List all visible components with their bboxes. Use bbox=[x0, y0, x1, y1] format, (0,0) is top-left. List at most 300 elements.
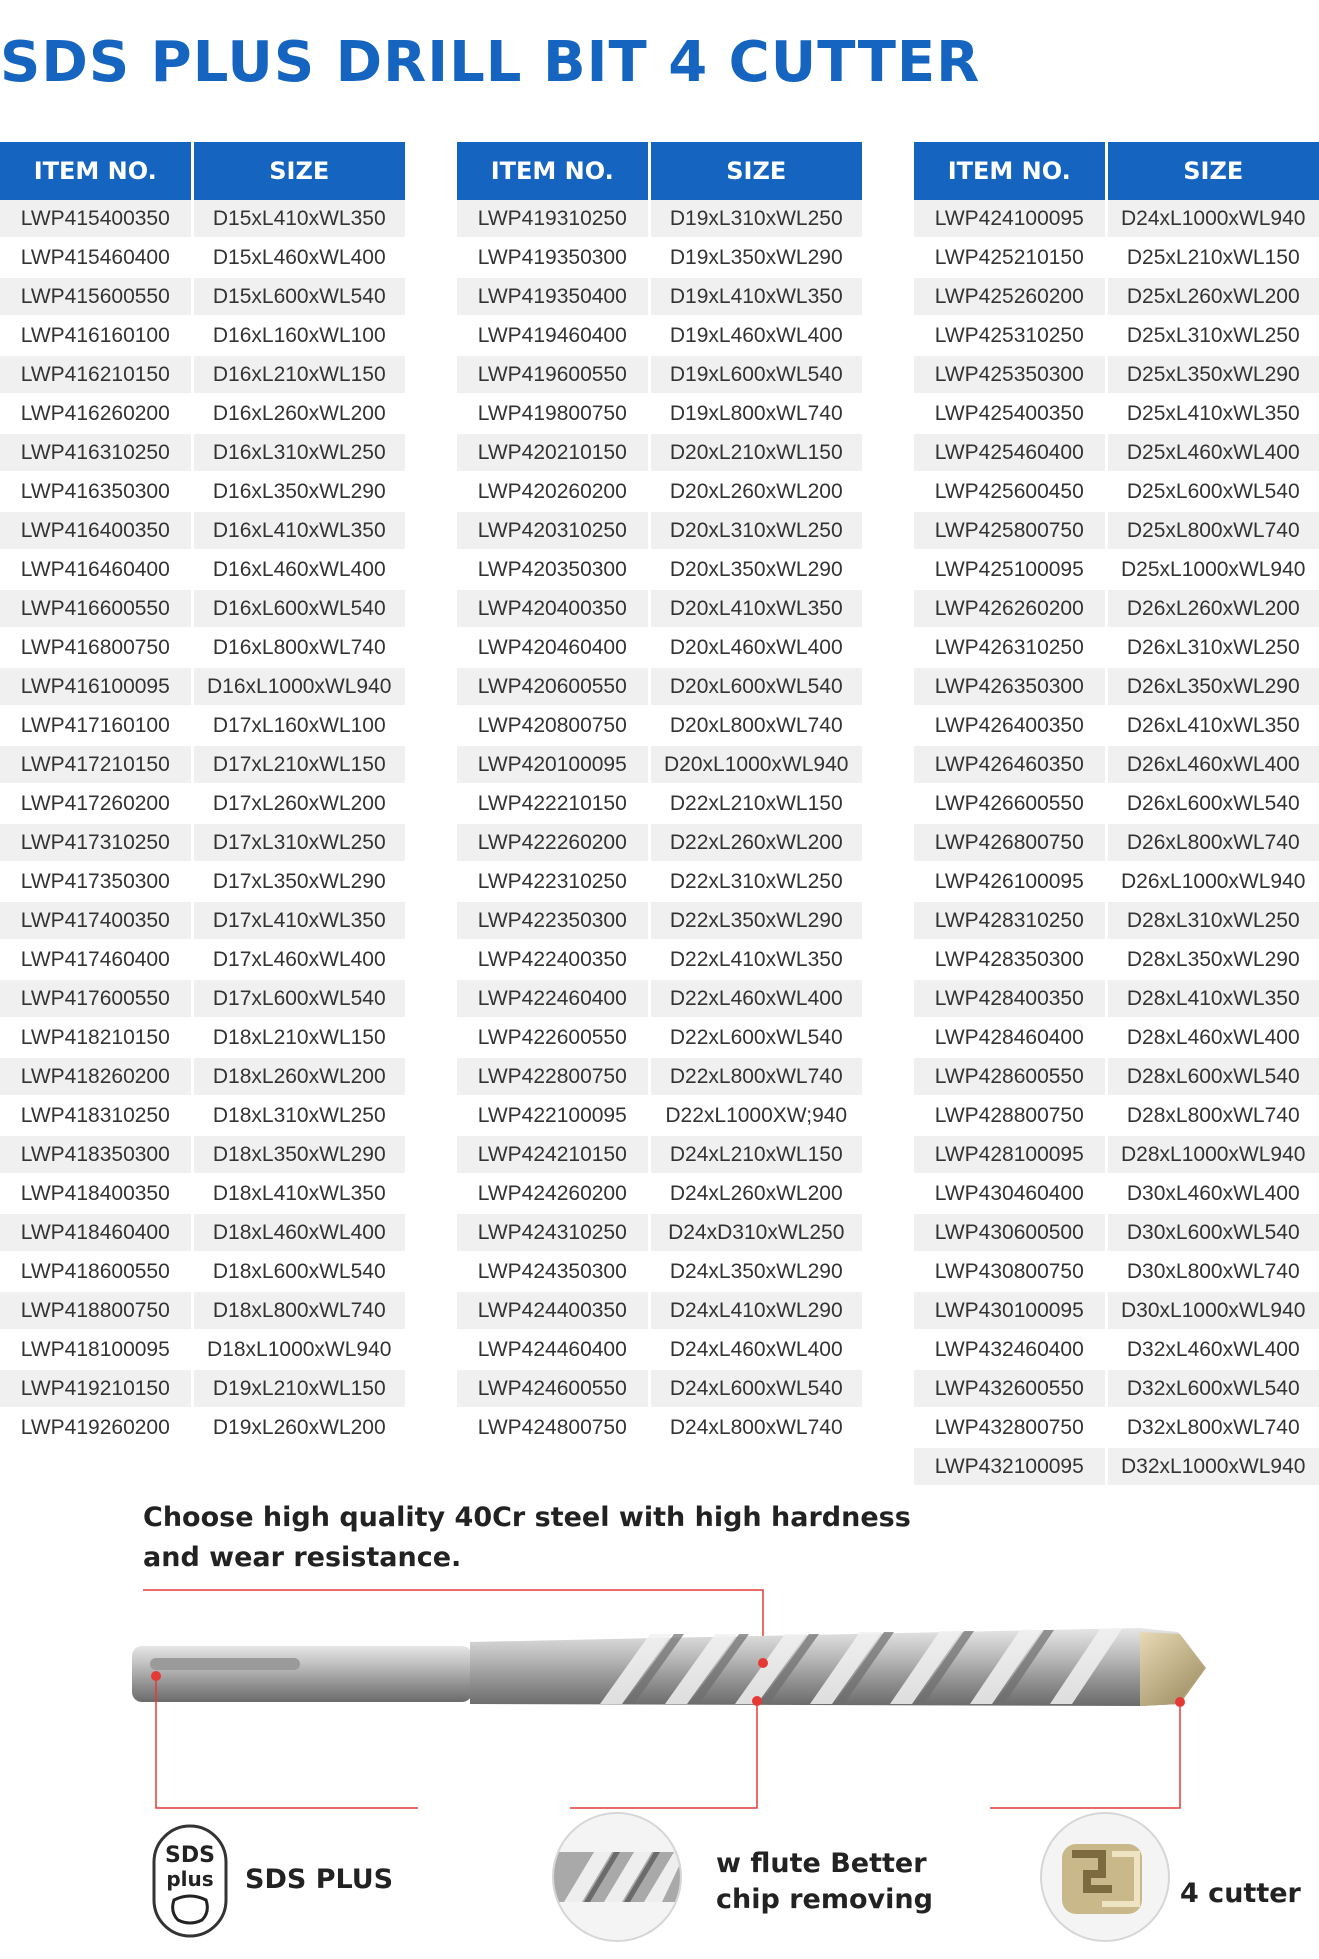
table-row bbox=[0, 979, 405, 1018]
item-no-header: ITEM NO. bbox=[0, 142, 192, 200]
item-no-cell: LWP417600550 bbox=[0, 979, 192, 1018]
size-cell: D17xL460xWL400 bbox=[192, 940, 405, 979]
item-no-cell: LWP422460400 bbox=[457, 979, 649, 1018]
size-cell: D16xL160xWL100 bbox=[192, 316, 405, 355]
item-no-cell: LWP417210150 bbox=[0, 745, 192, 784]
size-cell: D25xL210xWL150 bbox=[1106, 238, 1319, 277]
item-no-cell: LWP417400350 bbox=[0, 901, 192, 940]
table-row bbox=[914, 511, 1319, 550]
item-no-cell: LWP416210150 bbox=[0, 355, 192, 394]
item-no-cell: LWP425210150 bbox=[914, 238, 1106, 277]
spec-table-3 bbox=[914, 142, 1319, 1487]
sds-logo-text-1: SDS bbox=[165, 1843, 215, 1868]
item-no-cell: LWP415460400 bbox=[0, 238, 192, 277]
item-no-cell: LWP416100095 bbox=[0, 667, 192, 706]
size-cell: D25xL410xWL350 bbox=[1106, 394, 1319, 433]
item-no-cell: LWP426100095 bbox=[914, 862, 1106, 901]
size-cell: D17xL260xWL200 bbox=[192, 784, 405, 823]
size-cell: D32xL800xWL740 bbox=[1106, 1408, 1319, 1447]
table-row bbox=[0, 745, 405, 784]
material-description bbox=[143, 1498, 911, 1578]
table-row bbox=[457, 316, 862, 355]
table-row bbox=[0, 1135, 405, 1174]
table-row bbox=[0, 667, 405, 706]
item-no-cell: LWP426400350 bbox=[914, 706, 1106, 745]
table-row bbox=[0, 316, 405, 355]
item-no-cell: LWP417460400 bbox=[0, 940, 192, 979]
carbide-tip bbox=[1140, 1632, 1206, 1706]
item-no-cell: LWP428400350 bbox=[914, 979, 1106, 1018]
item-no-cell: LWP425600450 bbox=[914, 472, 1106, 511]
size-cell: D25xL460xWL400 bbox=[1106, 433, 1319, 472]
item-no-cell: LWP416600550 bbox=[0, 589, 192, 628]
table-row bbox=[0, 1096, 405, 1135]
four-cutter-label: 4 cutter bbox=[1180, 1878, 1301, 1909]
table-row bbox=[914, 433, 1319, 472]
table-row bbox=[914, 979, 1319, 1018]
item-no-cell: LWP416160100 bbox=[0, 316, 192, 355]
item-no-cell: LWP422350300 bbox=[457, 901, 649, 940]
four-cutter-icon bbox=[1042, 1814, 1168, 1940]
item-no-cell: LWP419460400 bbox=[457, 316, 649, 355]
size-cell: D19xL600xWL540 bbox=[649, 355, 862, 394]
item-no-cell: LWP424400350 bbox=[457, 1291, 649, 1330]
table-row bbox=[914, 1369, 1319, 1408]
sds-plus-label: SDS PLUS bbox=[245, 1864, 394, 1895]
item-no-cell: LWP422310250 bbox=[457, 862, 649, 901]
item-no-cell: LWP432460400 bbox=[914, 1330, 1106, 1369]
size-cell: D28xL600xWL540 bbox=[1106, 1057, 1319, 1096]
size-cell: D32xL460xWL400 bbox=[1106, 1330, 1319, 1369]
size-cell: D19xL800xWL740 bbox=[649, 394, 862, 433]
table-row bbox=[457, 1018, 862, 1057]
size-cell: D28xL350xWL290 bbox=[1106, 940, 1319, 979]
table-row bbox=[0, 355, 405, 394]
size-cell: D22xL600xWL540 bbox=[649, 1018, 862, 1057]
item-no-cell: LWP430800750 bbox=[914, 1252, 1106, 1291]
size-cell: D19xL210xWL150 bbox=[192, 1369, 405, 1408]
size-cell: D26xL800xWL740 bbox=[1106, 823, 1319, 862]
item-no-cell: LWP428600550 bbox=[914, 1057, 1106, 1096]
size-cell: D20xL310xWL250 bbox=[649, 511, 862, 550]
table-row bbox=[914, 589, 1319, 628]
table-row bbox=[457, 901, 862, 940]
size-cell: D30xL1000xWL940 bbox=[1106, 1291, 1319, 1330]
size-cell: D20xL410xWL350 bbox=[649, 589, 862, 628]
size-cell: D30xL460xWL400 bbox=[1106, 1174, 1319, 1213]
item-no-cell: LWP424800750 bbox=[457, 1408, 649, 1447]
page-title: SDS PLUS DRILL BIT 4 CUTTER bbox=[0, 30, 981, 95]
table-row bbox=[457, 823, 862, 862]
size-cell: D24xL800xWL740 bbox=[649, 1408, 862, 1447]
size-cell: D22xL210xWL150 bbox=[649, 784, 862, 823]
table-row bbox=[457, 433, 862, 472]
table-row bbox=[0, 901, 405, 940]
table-row bbox=[914, 355, 1319, 394]
table-row bbox=[0, 1057, 405, 1096]
item-no-cell: LWP424100095 bbox=[914, 200, 1106, 238]
item-no-cell: LWP419350400 bbox=[457, 277, 649, 316]
size-cell: D30xL800xWL740 bbox=[1106, 1252, 1319, 1291]
table-row bbox=[914, 394, 1319, 433]
item-no-cell: LWP417310250 bbox=[0, 823, 192, 862]
table-row bbox=[914, 1096, 1319, 1135]
size-cell: D17xL310xWL250 bbox=[192, 823, 405, 862]
item-no-cell: LWP418100095 bbox=[0, 1330, 192, 1369]
item-no-cell: LWP420350300 bbox=[457, 550, 649, 589]
table-row bbox=[914, 1252, 1319, 1291]
table-row bbox=[457, 394, 862, 433]
table-row bbox=[914, 1447, 1319, 1486]
item-no-cell: LWP430100095 bbox=[914, 1291, 1106, 1330]
drill-shank bbox=[132, 1646, 472, 1702]
size-cell: D16xL350xWL290 bbox=[192, 472, 405, 511]
size-cell: D26xL260xWL200 bbox=[1106, 589, 1319, 628]
item-no-cell: LWP419800750 bbox=[457, 394, 649, 433]
item-no-cell: LWP424350300 bbox=[457, 1252, 649, 1291]
callout-line-flute bbox=[570, 1701, 757, 1808]
size-cell: D24xL350xWL290 bbox=[649, 1252, 862, 1291]
item-no-cell: LWP417260200 bbox=[0, 784, 192, 823]
size-cell: D26xL410xWL350 bbox=[1106, 706, 1319, 745]
table-row bbox=[914, 1135, 1319, 1174]
size-cell: D20xL800xWL740 bbox=[649, 706, 862, 745]
size-cell: D16xL600xWL540 bbox=[192, 589, 405, 628]
size-cell: D24xL210xWL150 bbox=[649, 1135, 862, 1174]
item-no-cell: LWP419260200 bbox=[0, 1408, 192, 1447]
size-cell: D22xL350xWL290 bbox=[649, 901, 862, 940]
description-line-2: and wear resistance. bbox=[143, 1542, 462, 1573]
item-no-cell: LWP432600550 bbox=[914, 1369, 1106, 1408]
size-cell: D18xL800xWL740 bbox=[192, 1291, 405, 1330]
table-row bbox=[0, 433, 405, 472]
size-cell: D15xL600xWL540 bbox=[192, 277, 405, 316]
size-cell: D15xL410xWL350 bbox=[192, 200, 405, 238]
item-no-cell: LWP415600550 bbox=[0, 277, 192, 316]
size-cell: D28xL310xWL250 bbox=[1106, 901, 1319, 940]
item-no-cell: LWP417160100 bbox=[0, 706, 192, 745]
size-cell: D20xL350xWL290 bbox=[649, 550, 862, 589]
table-row bbox=[0, 511, 405, 550]
item-no-cell: LWP420800750 bbox=[457, 706, 649, 745]
table-row bbox=[457, 1174, 862, 1213]
table-row bbox=[457, 589, 862, 628]
callout-line-cutter bbox=[990, 1702, 1180, 1808]
item-no-cell: LWP416310250 bbox=[0, 433, 192, 472]
size-cell: D22xL460xWL400 bbox=[649, 979, 862, 1018]
size-cell: D16xL410xWL350 bbox=[192, 511, 405, 550]
size-cell: D19xL260xWL200 bbox=[192, 1408, 405, 1447]
size-cell: D26xL1000xWL940 bbox=[1106, 862, 1319, 901]
table-row bbox=[457, 1096, 862, 1135]
item-no-cell: LWP425100095 bbox=[914, 550, 1106, 589]
size-cell: D22xL260xWL200 bbox=[649, 823, 862, 862]
size-cell: D18xL310xWL250 bbox=[192, 1096, 405, 1135]
table-row bbox=[457, 550, 862, 589]
item-no-cell: LWP416800750 bbox=[0, 628, 192, 667]
item-no-cell: LWP420400350 bbox=[457, 589, 649, 628]
size-cell: D22xL310xWL250 bbox=[649, 862, 862, 901]
item-no-cell: LWP432800750 bbox=[914, 1408, 1106, 1447]
item-no-cell: LWP426800750 bbox=[914, 823, 1106, 862]
item-no-cell: LWP418210150 bbox=[0, 1018, 192, 1057]
item-no-cell: LWP428460400 bbox=[914, 1018, 1106, 1057]
item-no-header: ITEM NO. bbox=[457, 142, 649, 200]
table-row bbox=[0, 200, 405, 238]
item-no-cell: LWP422400350 bbox=[457, 940, 649, 979]
item-no-cell: LWP428100095 bbox=[914, 1135, 1106, 1174]
item-no-cell: LWP430460400 bbox=[914, 1174, 1106, 1213]
table-row bbox=[0, 784, 405, 823]
item-no-cell: LWP420310250 bbox=[457, 511, 649, 550]
table-row bbox=[914, 316, 1319, 355]
item-no-cell: LWP422210150 bbox=[457, 784, 649, 823]
flute-label-line-2: chip removing bbox=[716, 1884, 933, 1915]
item-no-cell: LWP420260200 bbox=[457, 472, 649, 511]
size-cell: D24xL260xWL200 bbox=[649, 1174, 862, 1213]
table-row bbox=[914, 550, 1319, 589]
table-row bbox=[0, 628, 405, 667]
table-row bbox=[0, 862, 405, 901]
size-cell: D25xL800xWL740 bbox=[1106, 511, 1319, 550]
table-row bbox=[914, 1213, 1319, 1252]
size-cell: D32xL1000xWL940 bbox=[1106, 1447, 1319, 1486]
size-cell: D30xL600xWL540 bbox=[1106, 1213, 1319, 1252]
table-row bbox=[914, 862, 1319, 901]
table-row bbox=[457, 784, 862, 823]
table-row bbox=[0, 823, 405, 862]
size-cell: D20xL210xWL150 bbox=[649, 433, 862, 472]
table-row bbox=[457, 1408, 862, 1447]
item-no-cell: LWP416350300 bbox=[0, 472, 192, 511]
flute-label-line-1: w flute Better bbox=[716, 1848, 927, 1879]
size-cell: D26xL350xWL290 bbox=[1106, 667, 1319, 706]
table-row bbox=[457, 1291, 862, 1330]
item-no-cell: LWP426460350 bbox=[914, 745, 1106, 784]
size-cell: D25xL350xWL290 bbox=[1106, 355, 1319, 394]
table-row bbox=[914, 823, 1319, 862]
item-no-cell: LWP424460400 bbox=[457, 1330, 649, 1369]
size-cell: D28xL1000xWL940 bbox=[1106, 1135, 1319, 1174]
item-no-cell: LWP420210150 bbox=[457, 433, 649, 472]
table-row bbox=[0, 277, 405, 316]
table-row bbox=[457, 472, 862, 511]
item-no-cell: LWP420100095 bbox=[457, 745, 649, 784]
item-no-header: ITEM NO. bbox=[914, 142, 1106, 200]
size-cell: D22xL1000XW;940 bbox=[649, 1096, 862, 1135]
size-header: SIZE bbox=[1106, 142, 1319, 200]
item-no-cell: LWP418260200 bbox=[0, 1057, 192, 1096]
description-line-1: Choose high quality 40Cr steel with high hardness bbox=[143, 1502, 911, 1533]
size-cell: D18xL350xWL290 bbox=[192, 1135, 405, 1174]
size-cell: D26xL460xWL400 bbox=[1106, 745, 1319, 784]
table-row bbox=[0, 1018, 405, 1057]
size-cell: D18xL410xWL350 bbox=[192, 1174, 405, 1213]
size-cell: D28xL800xWL740 bbox=[1106, 1096, 1319, 1135]
size-cell: D32xL600xWL540 bbox=[1106, 1369, 1319, 1408]
table-row bbox=[457, 355, 862, 394]
table-row bbox=[0, 1408, 405, 1447]
item-no-cell: LWP418400350 bbox=[0, 1174, 192, 1213]
table-row bbox=[0, 1213, 405, 1252]
table-row bbox=[914, 1174, 1319, 1213]
size-cell: D15xL460xWL400 bbox=[192, 238, 405, 277]
item-no-cell: LWP426260200 bbox=[914, 589, 1106, 628]
size-header: SIZE bbox=[192, 142, 405, 200]
table-row bbox=[457, 667, 862, 706]
item-no-cell: LWP419310250 bbox=[457, 200, 649, 238]
item-no-cell: LWP426600550 bbox=[914, 784, 1106, 823]
table-row bbox=[0, 1252, 405, 1291]
size-cell: D16xL800xWL740 bbox=[192, 628, 405, 667]
table-row bbox=[457, 1135, 862, 1174]
size-cell: D20xL600xWL540 bbox=[649, 667, 862, 706]
spec-table-2 bbox=[457, 142, 862, 1448]
item-no-cell: LWP428350300 bbox=[914, 940, 1106, 979]
table-row bbox=[0, 589, 405, 628]
table-row bbox=[457, 1330, 862, 1369]
table-row bbox=[457, 979, 862, 1018]
size-cell: D17xL410xWL350 bbox=[192, 901, 405, 940]
table-row bbox=[0, 706, 405, 745]
table-row bbox=[457, 628, 862, 667]
size-cell: D24xL600xWL540 bbox=[649, 1369, 862, 1408]
flute-icon bbox=[554, 1814, 680, 1940]
flute-detail-image bbox=[552, 1812, 682, 1942]
size-cell: D18xL1000xWL940 bbox=[192, 1330, 405, 1369]
item-no-cell: LWP418310250 bbox=[0, 1096, 192, 1135]
size-cell: D16xL210xWL150 bbox=[192, 355, 405, 394]
spec-table-1 bbox=[0, 142, 405, 1448]
size-cell: D25xL310xWL250 bbox=[1106, 316, 1319, 355]
size-cell: D28xL460xWL400 bbox=[1106, 1018, 1319, 1057]
item-no-cell: LWP419600550 bbox=[457, 355, 649, 394]
size-cell: D26xL310xWL250 bbox=[1106, 628, 1319, 667]
flute-label bbox=[716, 1846, 933, 1918]
item-no-cell: LWP432100095 bbox=[914, 1447, 1106, 1486]
table-row bbox=[914, 745, 1319, 784]
item-no-cell: LWP424260200 bbox=[457, 1174, 649, 1213]
table-row bbox=[457, 706, 862, 745]
cutter-detail-image bbox=[1040, 1812, 1170, 1942]
item-no-cell: LWP425400350 bbox=[914, 394, 1106, 433]
table-row bbox=[457, 1252, 862, 1291]
size-cell: D18xL600xWL540 bbox=[192, 1252, 405, 1291]
sds-logo-text-2: plus bbox=[166, 1867, 214, 1891]
size-cell: D24xL1000xWL940 bbox=[1106, 200, 1319, 238]
size-cell: D17xL210xWL150 bbox=[192, 745, 405, 784]
size-cell: D26xL600xWL540 bbox=[1106, 784, 1319, 823]
table-row bbox=[457, 1369, 862, 1408]
item-no-cell: LWP430600500 bbox=[914, 1213, 1106, 1252]
size-cell: D19xL310xWL250 bbox=[649, 200, 862, 238]
table-row bbox=[457, 238, 862, 277]
item-no-cell: LWP424310250 bbox=[457, 1213, 649, 1252]
size-cell: D16xL460xWL400 bbox=[192, 550, 405, 589]
size-cell: D24xL410xWL290 bbox=[649, 1291, 862, 1330]
table-row bbox=[0, 1174, 405, 1213]
item-no-cell: LWP418350300 bbox=[0, 1135, 192, 1174]
item-no-cell: LWP419210150 bbox=[0, 1369, 192, 1408]
table-row bbox=[914, 277, 1319, 316]
item-no-cell: LWP418600550 bbox=[0, 1252, 192, 1291]
item-no-cell: LWP422260200 bbox=[457, 823, 649, 862]
table-row bbox=[457, 1213, 862, 1252]
item-no-cell: LWP420600550 bbox=[457, 667, 649, 706]
callout-dot bbox=[758, 1658, 768, 1668]
table-row bbox=[0, 1291, 405, 1330]
size-cell: D20xL260xWL200 bbox=[649, 472, 862, 511]
item-no-cell: LWP426350300 bbox=[914, 667, 1106, 706]
size-cell: D25xL1000xWL940 bbox=[1106, 550, 1319, 589]
size-cell: D18xL210xWL150 bbox=[192, 1018, 405, 1057]
item-no-cell: LWP428800750 bbox=[914, 1096, 1106, 1135]
size-cell: D24xL460xWL400 bbox=[649, 1330, 862, 1369]
item-no-cell: LWP420460400 bbox=[457, 628, 649, 667]
size-cell: D16xL260xWL200 bbox=[192, 394, 405, 433]
table-row bbox=[457, 940, 862, 979]
size-cell: D19xL350xWL290 bbox=[649, 238, 862, 277]
size-cell: D18xL460xWL400 bbox=[192, 1213, 405, 1252]
item-no-cell: LWP426310250 bbox=[914, 628, 1106, 667]
table-row bbox=[457, 277, 862, 316]
size-cell: D20xL1000xWL940 bbox=[649, 745, 862, 784]
table-row bbox=[914, 200, 1319, 238]
table-row bbox=[0, 472, 405, 511]
table-row bbox=[0, 1369, 405, 1408]
table-row bbox=[0, 550, 405, 589]
item-no-cell: LWP418800750 bbox=[0, 1291, 192, 1330]
size-cell: D24xD310xWL250 bbox=[649, 1213, 862, 1252]
item-no-cell: LWP417350300 bbox=[0, 862, 192, 901]
table-row bbox=[914, 472, 1319, 511]
item-no-cell: LWP425260200 bbox=[914, 277, 1106, 316]
table-row bbox=[914, 1408, 1319, 1447]
item-no-cell: LWP425460400 bbox=[914, 433, 1106, 472]
table-row bbox=[0, 940, 405, 979]
item-no-cell: LWP416460400 bbox=[0, 550, 192, 589]
table-row bbox=[914, 238, 1319, 277]
item-no-cell: LWP418460400 bbox=[0, 1213, 192, 1252]
item-no-cell: LWP425310250 bbox=[914, 316, 1106, 355]
size-cell: D16xL1000xWL940 bbox=[192, 667, 405, 706]
table-row bbox=[457, 1057, 862, 1096]
table-row bbox=[457, 511, 862, 550]
size-cell: D18xL260xWL200 bbox=[192, 1057, 405, 1096]
table-row bbox=[914, 784, 1319, 823]
item-no-cell: LWP422800750 bbox=[457, 1057, 649, 1096]
table-row bbox=[914, 1018, 1319, 1057]
size-cell: D16xL310xWL250 bbox=[192, 433, 405, 472]
table-row bbox=[457, 200, 862, 238]
table-row bbox=[914, 667, 1319, 706]
size-cell: D17xL350xWL290 bbox=[192, 862, 405, 901]
item-no-cell: LWP425350300 bbox=[914, 355, 1106, 394]
table-row bbox=[914, 1291, 1319, 1330]
table-row bbox=[457, 745, 862, 784]
table-row bbox=[0, 238, 405, 277]
size-cell: D25xL260xWL200 bbox=[1106, 277, 1319, 316]
table-row bbox=[457, 862, 862, 901]
item-no-cell: LWP422100095 bbox=[457, 1096, 649, 1135]
item-no-cell: LWP422600550 bbox=[457, 1018, 649, 1057]
size-cell: D17xL600xWL540 bbox=[192, 979, 405, 1018]
size-cell: D25xL600xWL540 bbox=[1106, 472, 1319, 511]
table-row bbox=[0, 394, 405, 433]
item-no-cell: LWP424600550 bbox=[457, 1369, 649, 1408]
size-cell: D19xL460xWL400 bbox=[649, 316, 862, 355]
size-cell: D22xL800xWL740 bbox=[649, 1057, 862, 1096]
